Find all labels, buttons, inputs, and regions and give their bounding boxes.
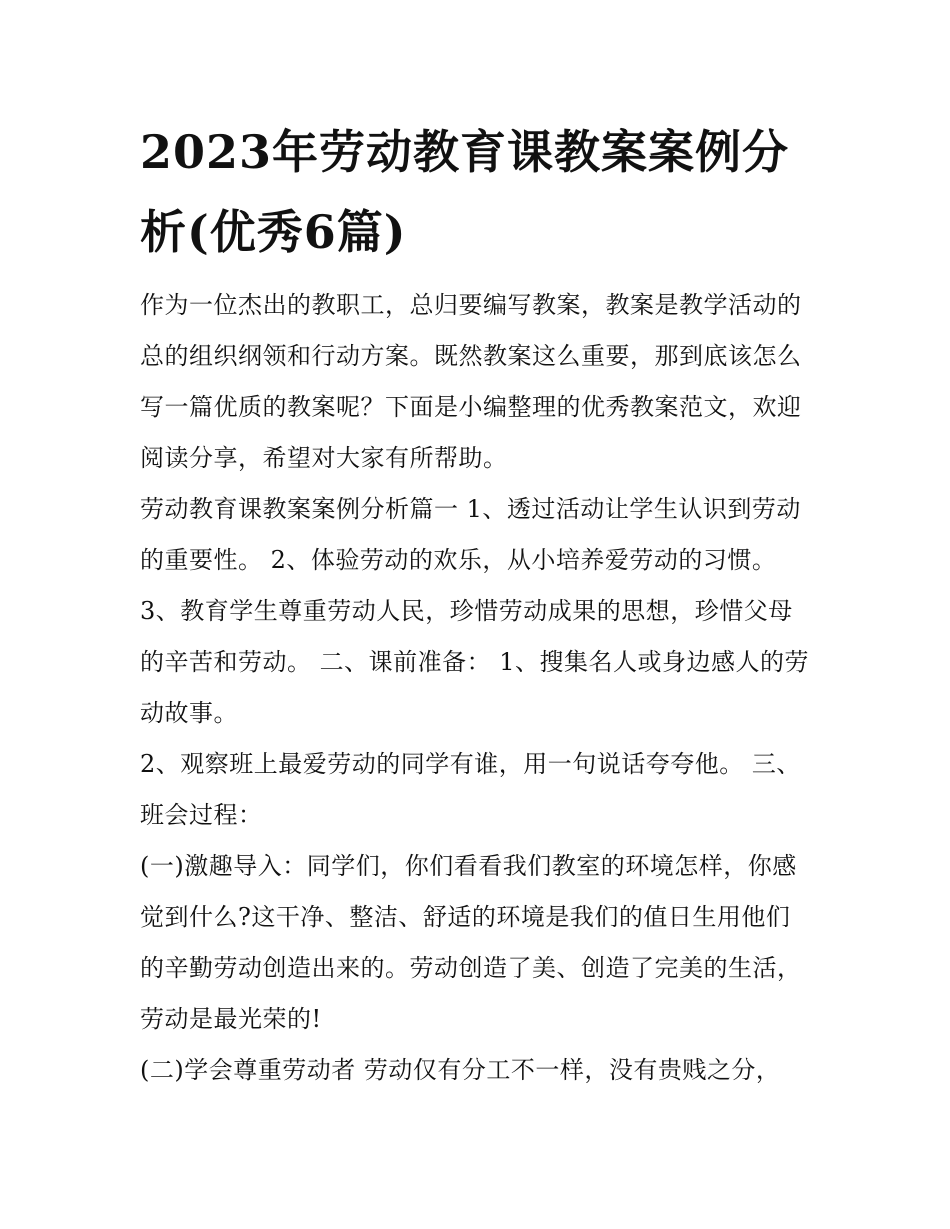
body-line: (一)激趣导入：同学们，你们看看我们教室的环境怎样，你感 xyxy=(140,852,797,880)
body-line: 写一篇优质的教案呢？下面是小编整理的优秀教案范文，欢迎 xyxy=(140,393,802,421)
body-line: (二)学会尊重劳动者 劳动仅有分工不一样，没有贵贱之分， xyxy=(140,1056,781,1084)
body-line: 劳动教育课教案案例分析篇一 1、透过活动让学生认识到劳动 xyxy=(140,495,801,523)
body-line: 觉到什么?这干净、整洁、舒适的环境是我们的值日生用他们 xyxy=(140,903,791,931)
body-line: 作为一位杰出的教职工，总归要编写教案，教案是教学活动的 xyxy=(140,291,802,319)
body-line: 总的组织纲领和行动方案。既然教案这么重要，那到底该怎么 xyxy=(140,342,802,370)
body-line: 2、观察班上最爱劳动的同学有谁，用一句说话夸夸他。 三、 xyxy=(140,750,801,778)
title-line: 析(优秀6篇) xyxy=(140,205,407,259)
body-line: 动故事。 xyxy=(140,699,238,727)
body-line: 的辛苦和劳动。 二、课前准备： 1、搜集名人或身边感人的劳 xyxy=(140,648,810,676)
body-line: 劳动是最光荣的! xyxy=(140,1005,322,1033)
body-line: 的重要性。 2、体验劳动的欢乐，从小培养爱劳动的习惯。 xyxy=(140,546,777,574)
title-line: 2023年劳动教育课教案案例分 xyxy=(140,125,790,179)
page-title xyxy=(140,112,830,272)
body-line: 班会过程： xyxy=(140,801,263,829)
body-line: 阅读分享，希望对大家有所帮助。 xyxy=(140,444,508,472)
document-body xyxy=(140,280,830,1096)
body-line: 的辛勤劳动创造出来的。劳动创造了美、创造了完美的生活， xyxy=(140,954,802,982)
body-line: 3、教育学生尊重劳动人民，珍惜劳动成果的思想，珍惜父母 xyxy=(140,597,793,625)
